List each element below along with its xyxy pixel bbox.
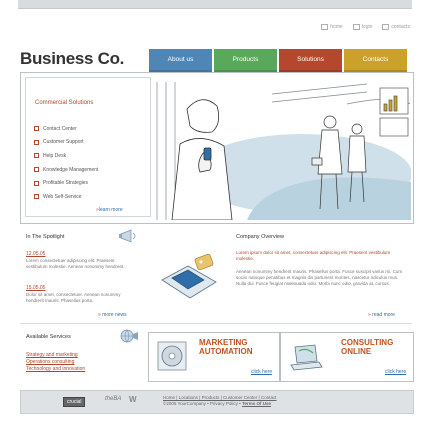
bullet-icon [34, 181, 39, 186]
service-link[interactable]: Strategy and marketing [26, 352, 78, 358]
solutions-item[interactable] [34, 136, 98, 150]
partner-logo-ba: theBA [105, 396, 122, 402]
overview-title: Company Overview [236, 234, 284, 240]
main-nav [149, 49, 407, 72]
overview-body: Aenean nonummy hendrerit mauris. Phasellus porta. Fusce suscipit varius mi. Cum sociis natoque penatibus et magnis dis parturient montes, nascetur ridiculus mus. Nulla dui. Fusce feugiat malesuada odio. Morbi nunc odio, gravida at, cursus. [236, 269, 403, 286]
nav-products[interactable]: Products [214, 49, 277, 72]
hero-illustration [152, 74, 411, 220]
consulting-title-line2: ONLINE [341, 347, 372, 356]
read-more-label: read more [372, 312, 395, 318]
home-icon [321, 24, 328, 30]
hero-panel [20, 72, 414, 224]
utility-contacts[interactable] [382, 24, 410, 30]
news-text: Lorem consectetuer adipiscing elit. Praesent vestibulum molestie. Aenean nonummy hendrerit. [26, 258, 125, 269]
footer-nav-links[interactable]: Home | Locations | Products | Customer Center | Contact [163, 395, 277, 400]
solutions-item[interactable] [34, 176, 98, 190]
utility-home-label: home [330, 24, 343, 30]
nav-solutions[interactable]: Solutions [279, 49, 342, 72]
nav-about-us[interactable]: About us [149, 49, 212, 72]
utility-home[interactable] [321, 24, 343, 30]
services-title: Available Services [26, 334, 71, 340]
consulting-online-box[interactable] [280, 332, 414, 382]
company-logo[interactable]: Business Co. [20, 49, 125, 68]
content-divider [20, 323, 412, 324]
bullet-icon [34, 167, 39, 172]
terms-link[interactable]: Terms Of Use [242, 401, 271, 406]
woman-with-phone [172, 100, 232, 220]
solutions-list [34, 122, 98, 204]
footer-links [163, 395, 276, 407]
nav-contacts[interactable]: Contacts [344, 49, 407, 72]
read-more-link[interactable]: » read more [368, 312, 395, 318]
megaphone-icon [118, 228, 140, 244]
solutions-item[interactable] [34, 163, 98, 177]
solutions-item-label: Customer Support [43, 139, 84, 146]
news-item [26, 285, 136, 304]
consulting-title-line1: CONSULTING [341, 338, 394, 347]
utility-links [321, 24, 410, 30]
mail-icon [382, 24, 389, 30]
bullet-icon [34, 126, 39, 131]
spotlight-title: In The Spotlight [26, 234, 65, 240]
laptop-icon [289, 341, 323, 371]
partner-logo-w: W [129, 395, 137, 404]
utility-login-label: login [361, 24, 373, 30]
consulting-click-here[interactable]: click here [385, 369, 407, 375]
news-item [26, 251, 136, 270]
solutions-item-label: Contact Center [43, 125, 77, 132]
services-list [26, 352, 136, 373]
solutions-item-label: Profitable Strategies [43, 180, 89, 187]
learn-more-link[interactable]: » learn more [96, 207, 123, 213]
overview-lead: Lorem ipsum dolor sit amet, consectetuer adipiscing elit. Praesent vestibulum molestie. [236, 250, 391, 261]
overview-illustration [158, 252, 222, 306]
footer [20, 390, 414, 414]
news-date[interactable]: 12.05.05 [26, 251, 46, 257]
marketing-title-line1: MARKETING [199, 338, 248, 347]
service-link[interactable]: Technology and innovation [26, 366, 86, 372]
utility-login[interactable] [353, 24, 373, 30]
solutions-item[interactable] [34, 149, 98, 163]
cd-icon [157, 341, 187, 371]
marketing-automation-box[interactable] [148, 332, 280, 382]
bullet-icon [34, 140, 39, 145]
solutions-item-label: Help Desk [43, 152, 67, 159]
service-link[interactable]: Operations consulting [26, 359, 75, 365]
marketing-title-line2: AUTOMATION [199, 347, 253, 356]
solutions-title: Commercial Solutions [35, 100, 94, 106]
solutions-box [25, 77, 151, 217]
utility-contacts-label: contacts [391, 24, 410, 30]
more-news-label: more news [102, 312, 127, 318]
overview-section [236, 234, 412, 287]
more-news-link[interactable]: » more news [98, 312, 127, 318]
solutions-item-label: Knowledge Management [43, 166, 99, 173]
globe-icon [118, 328, 140, 344]
login-icon [353, 24, 360, 30]
bullet-icon [34, 153, 39, 158]
footer-copyright [163, 401, 276, 407]
news-text: Dolor sit amet, consectetuer. Aenean nonummy hendrerit mauris. Phasellus porta. [26, 292, 121, 303]
news-date[interactable]: 15.05.05 [26, 285, 46, 291]
copyright-text: ©2005 YourCompany • Privacy Policy • [163, 401, 241, 406]
marketing-click-here[interactable]: click here [251, 369, 273, 375]
partner-logo-crucial: crucial [63, 397, 85, 407]
chart-window [380, 88, 408, 136]
solutions-item[interactable] [34, 190, 98, 204]
top-bar [18, 0, 412, 9]
solutions-item-label: Web Self-Service [43, 193, 82, 200]
bullet-icon [34, 194, 39, 199]
solutions-item[interactable] [34, 122, 98, 136]
